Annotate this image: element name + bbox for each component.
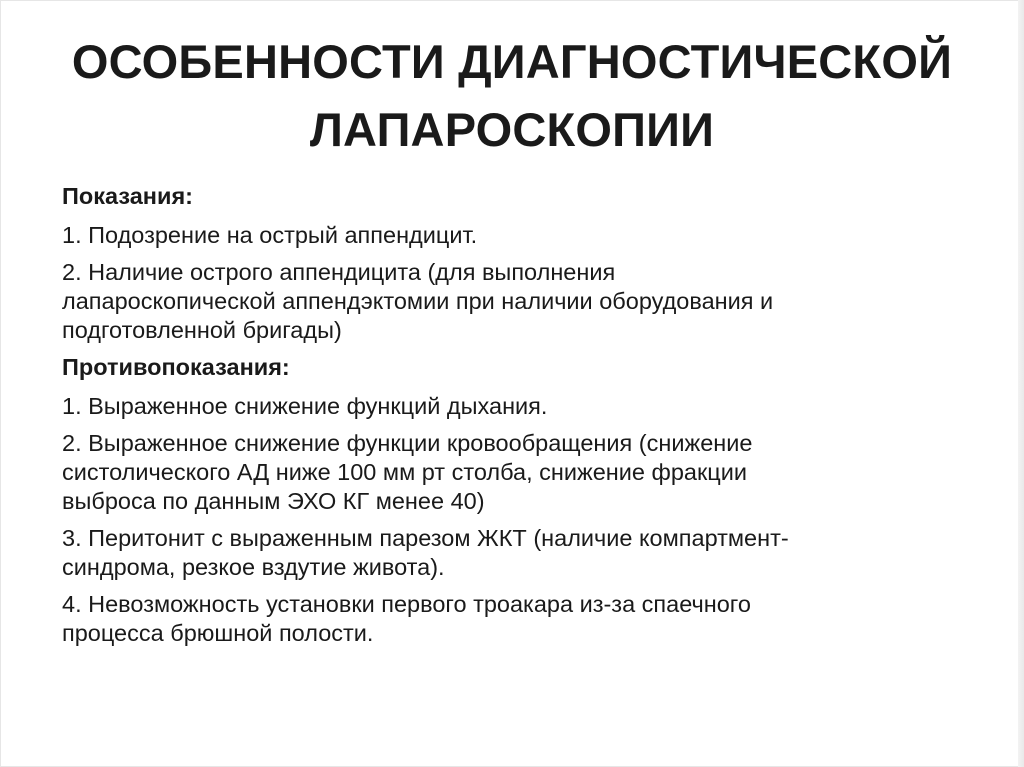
text-line: 4. Невозможность установки первого троакара из-за спаечного bbox=[62, 591, 751, 617]
title-line-2: ЛАПАРОСКОПИИ bbox=[309, 103, 715, 156]
contraindication-item-2 bbox=[62, 429, 962, 516]
contraindications-heading: Противопоказания: bbox=[62, 354, 290, 380]
slide-title bbox=[40, 28, 984, 164]
contraindication-item-3 bbox=[62, 524, 962, 582]
text-line: систолического АД ниже 100 мм рт столба, снижение фракции bbox=[62, 459, 747, 485]
contraindication-item-1 bbox=[62, 392, 962, 421]
text-line: синдрома, резкое вздутие живота). bbox=[62, 554, 445, 580]
contraindications-section bbox=[62, 353, 962, 648]
text-line: 1. Выраженное снижение функций дыхания. bbox=[62, 393, 548, 419]
slide-body bbox=[62, 182, 962, 656]
contraindication-item-4 bbox=[62, 590, 962, 648]
title-line-1: ОСОБЕННОСТИ ДИАГНОСТИЧЕСКОЙ bbox=[71, 35, 953, 88]
text-line: 2. Наличие острого аппендицита (для выполнения bbox=[62, 259, 616, 285]
indication-item-2 bbox=[62, 258, 962, 345]
text-line: 1. Подозрение на острый аппендицит. bbox=[62, 222, 478, 248]
indication-item-1 bbox=[62, 221, 962, 250]
text-line: выброса по данным ЭХО КГ менее 40) bbox=[62, 488, 485, 514]
indications-heading: Показания: bbox=[62, 183, 193, 209]
slide-edge bbox=[1018, 0, 1024, 767]
text-line: 2. Выраженное снижение функции кровообращения (снижение bbox=[62, 430, 753, 456]
text-line: лапароскопической аппендэктомии при наличии оборудования и bbox=[62, 288, 774, 314]
text-line: процесса брюшной полости. bbox=[62, 620, 374, 646]
indications-section bbox=[62, 182, 962, 345]
text-line: подготовленной бригады) bbox=[62, 317, 342, 343]
text-line: 3. Перитонит с выраженным парезом ЖКТ (наличие компартмент- bbox=[62, 525, 789, 551]
